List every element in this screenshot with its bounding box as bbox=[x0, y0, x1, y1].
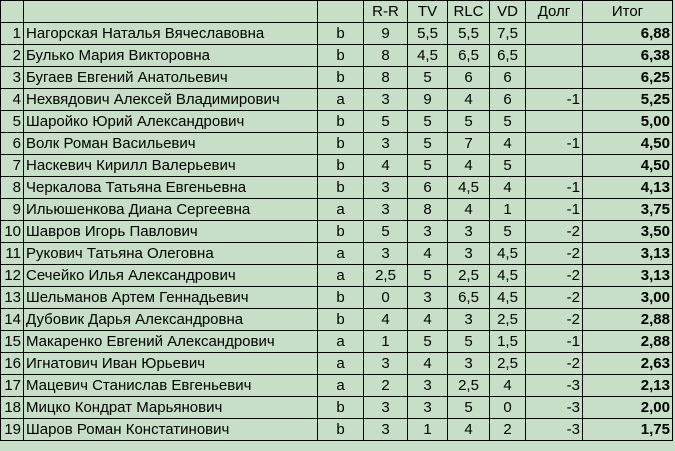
group-cell[interactable]: b bbox=[318, 133, 364, 155]
debt-cell[interactable] bbox=[526, 23, 583, 45]
rlc-score-cell[interactable]: 5 bbox=[448, 397, 490, 419]
group-cell[interactable]: b bbox=[318, 45, 364, 67]
student-name-cell[interactable]: Сечейко Илья Александрович bbox=[24, 265, 318, 287]
student-name-cell[interactable]: Ильюшенкова Диана Сергеевна bbox=[24, 199, 318, 221]
row-number-cell[interactable]: 2 bbox=[1, 45, 24, 67]
rlc-score-cell[interactable]: 7 bbox=[448, 133, 490, 155]
row-number-cell[interactable]: 10 bbox=[1, 221, 24, 243]
table-row bbox=[1, 111, 673, 133]
rr-score-cell[interactable]: 3 bbox=[364, 89, 408, 111]
student-name-cell[interactable]: Игнатович Иван Юрьевич bbox=[24, 353, 318, 375]
rlc-score-cell[interactable]: 3 bbox=[448, 221, 490, 243]
student-name-cell[interactable]: Шавров Игорь Павлович bbox=[24, 221, 318, 243]
vd-score-cell[interactable]: 4 bbox=[490, 177, 526, 199]
tv-score-cell[interactable]: 5 bbox=[408, 67, 448, 89]
total-cell[interactable]: 2,88 bbox=[583, 331, 673, 353]
row-number-cell[interactable]: 3 bbox=[1, 67, 24, 89]
row-number-cell[interactable]: 15 bbox=[1, 331, 24, 353]
vd-score-cell[interactable]: 0 bbox=[490, 397, 526, 419]
rr-score-cell[interactable]: 1 bbox=[364, 331, 408, 353]
rlc-score-cell[interactable]: 5 bbox=[448, 111, 490, 133]
vd-score-cell[interactable]: 2 bbox=[490, 419, 526, 441]
total-cell[interactable]: 4,13 bbox=[583, 177, 673, 199]
tv-score-cell[interactable]: 9 bbox=[408, 89, 448, 111]
debt-cell[interactable]: -2 bbox=[526, 309, 583, 331]
group-cell[interactable]: b bbox=[318, 111, 364, 133]
total-cell[interactable]: 2,88 bbox=[583, 309, 673, 331]
group-cell[interactable]: b bbox=[318, 221, 364, 243]
vd-score-cell[interactable]: 4,5 bbox=[490, 265, 526, 287]
debt-cell[interactable]: -1 bbox=[526, 133, 583, 155]
table-row bbox=[1, 177, 673, 199]
rr-score-cell[interactable]: 4 bbox=[364, 155, 408, 177]
vd-score-cell[interactable]: 5 bbox=[490, 111, 526, 133]
table-row bbox=[1, 221, 673, 243]
header-num[interactable] bbox=[1, 1, 24, 23]
vd-score-cell[interactable]: 2,5 bbox=[490, 309, 526, 331]
rlc-score-cell[interactable]: 2,5 bbox=[448, 375, 490, 397]
row-number-cell[interactable]: 4 bbox=[1, 89, 24, 111]
debt-cell[interactable]: -2 bbox=[526, 221, 583, 243]
table-row bbox=[1, 375, 673, 397]
tv-score-cell[interactable]: 5 bbox=[408, 133, 448, 155]
tv-score-cell[interactable]: 4 bbox=[408, 309, 448, 331]
total-cell[interactable]: 2,63 bbox=[583, 353, 673, 375]
vd-score-cell[interactable]: 5 bbox=[490, 221, 526, 243]
rlc-score-cell[interactable]: 2,5 bbox=[448, 265, 490, 287]
group-cell[interactable]: b bbox=[318, 177, 364, 199]
header-row bbox=[1, 1, 673, 23]
tv-score-cell[interactable]: 3 bbox=[408, 375, 448, 397]
total-cell[interactable]: 5,25 bbox=[583, 89, 673, 111]
rr-score-cell[interactable]: 9 bbox=[364, 23, 408, 45]
group-cell[interactable]: a bbox=[318, 375, 364, 397]
debt-cell[interactable]: -3 bbox=[526, 419, 583, 441]
vd-score-cell[interactable]: 6 bbox=[490, 67, 526, 89]
vd-score-cell[interactable]: 4,5 bbox=[490, 287, 526, 309]
rlc-score-cell[interactable]: 5 bbox=[448, 331, 490, 353]
table-row bbox=[1, 45, 673, 67]
student-name-cell[interactable]: Нагорская Наталья Вячеславовна bbox=[24, 23, 318, 45]
rlc-score-cell[interactable]: 4 bbox=[448, 419, 490, 441]
rlc-score-cell[interactable]: 3 bbox=[448, 353, 490, 375]
row-number-cell[interactable]: 18 bbox=[1, 397, 24, 419]
vd-score-cell[interactable]: 4 bbox=[490, 375, 526, 397]
header-debt[interactable]: Долг bbox=[526, 1, 583, 23]
debt-cell[interactable]: -2 bbox=[526, 243, 583, 265]
table-row bbox=[1, 331, 673, 353]
student-name-cell[interactable]: Бугаев Евгений Анатольевич bbox=[24, 67, 318, 89]
tv-score-cell[interactable]: 5 bbox=[408, 111, 448, 133]
table-row bbox=[1, 23, 673, 45]
debt-cell[interactable]: -3 bbox=[526, 397, 583, 419]
debt-cell[interactable] bbox=[526, 67, 583, 89]
header-group[interactable] bbox=[318, 1, 364, 23]
vd-score-cell[interactable]: 7,5 bbox=[490, 23, 526, 45]
rr-score-cell[interactable]: 2,5 bbox=[364, 265, 408, 287]
total-cell[interactable]: 4,50 bbox=[583, 155, 673, 177]
group-cell[interactable]: b bbox=[318, 397, 364, 419]
debt-cell[interactable]: -2 bbox=[526, 265, 583, 287]
tv-score-cell[interactable]: 3 bbox=[408, 397, 448, 419]
row-number-cell[interactable]: 19 bbox=[1, 419, 24, 441]
debt-cell[interactable] bbox=[526, 155, 583, 177]
row-number-cell[interactable]: 5 bbox=[1, 111, 24, 133]
row-number-cell[interactable]: 11 bbox=[1, 243, 24, 265]
vd-score-cell[interactable]: 2,5 bbox=[490, 353, 526, 375]
row-number-cell[interactable]: 9 bbox=[1, 199, 24, 221]
table-row bbox=[1, 89, 673, 111]
group-cell[interactable]: b bbox=[318, 23, 364, 45]
group-cell[interactable]: a bbox=[318, 353, 364, 375]
rlc-score-cell[interactable]: 4 bbox=[448, 155, 490, 177]
group-cell[interactable]: a bbox=[318, 199, 364, 221]
group-cell[interactable]: a bbox=[318, 243, 364, 265]
student-name-cell[interactable]: Макаренко Евгений Александрович bbox=[24, 331, 318, 353]
header-tv[interactable]: TV bbox=[408, 1, 448, 23]
tv-score-cell[interactable]: 3 bbox=[408, 221, 448, 243]
student-name-cell[interactable]: Волк Роман Васильевич bbox=[24, 133, 318, 155]
student-name-cell[interactable]: Рукович Татьяна Олеговна bbox=[24, 243, 318, 265]
rr-score-cell[interactable]: 3 bbox=[364, 353, 408, 375]
rlc-score-cell[interactable]: 4 bbox=[448, 199, 490, 221]
tv-score-cell[interactable]: 6 bbox=[408, 177, 448, 199]
vd-score-cell[interactable]: 1 bbox=[490, 199, 526, 221]
rr-score-cell[interactable]: 5 bbox=[364, 221, 408, 243]
table-row bbox=[1, 287, 673, 309]
debt-cell[interactable]: -2 bbox=[526, 287, 583, 309]
vd-score-cell[interactable]: 6 bbox=[490, 89, 526, 111]
debt-cell[interactable]: -1 bbox=[526, 199, 583, 221]
total-cell[interactable]: 6,25 bbox=[583, 67, 673, 89]
debt-cell[interactable]: -2 bbox=[526, 353, 583, 375]
debt-cell[interactable]: -1 bbox=[526, 331, 583, 353]
row-number-cell[interactable]: 6 bbox=[1, 133, 24, 155]
row-number-cell[interactable]: 12 bbox=[1, 265, 24, 287]
header-total[interactable]: Итог bbox=[583, 1, 673, 23]
total-cell[interactable]: 3,50 bbox=[583, 221, 673, 243]
row-number-cell[interactable]: 13 bbox=[1, 287, 24, 309]
table-row bbox=[1, 67, 673, 89]
table-row bbox=[1, 243, 673, 265]
rr-score-cell[interactable]: 2 bbox=[364, 375, 408, 397]
student-name-cell[interactable]: Дубовик Дарья Александровна bbox=[24, 309, 318, 331]
vd-score-cell[interactable]: 6,5 bbox=[490, 45, 526, 67]
table-row bbox=[1, 397, 673, 419]
group-cell[interactable]: a bbox=[318, 89, 364, 111]
table-row bbox=[1, 155, 673, 177]
header-vd[interactable]: VD bbox=[490, 1, 526, 23]
table-body bbox=[1, 23, 673, 441]
rr-score-cell[interactable]: 4 bbox=[364, 309, 408, 331]
total-cell[interactable]: 2,13 bbox=[583, 375, 673, 397]
row-number-cell[interactable]: 16 bbox=[1, 353, 24, 375]
student-name-cell[interactable]: Булько Мария Викторовна bbox=[24, 45, 318, 67]
header-rlc[interactable]: RLC bbox=[448, 1, 490, 23]
student-name-cell[interactable]: Мицко Кондрат Марьянович bbox=[24, 397, 318, 419]
debt-cell[interactable]: -1 bbox=[526, 89, 583, 111]
rr-score-cell[interactable]: 8 bbox=[364, 45, 408, 67]
student-name-cell[interactable]: Шаройко Юрий Александрович bbox=[24, 111, 318, 133]
tv-score-cell[interactable]: 4 bbox=[408, 243, 448, 265]
rr-score-cell[interactable]: 8 bbox=[364, 67, 408, 89]
table-row bbox=[1, 353, 673, 375]
vd-score-cell[interactable]: 4 bbox=[490, 133, 526, 155]
table-row bbox=[1, 309, 673, 331]
group-cell[interactable]: a bbox=[318, 331, 364, 353]
vd-score-cell[interactable]: 1,5 bbox=[490, 331, 526, 353]
tv-score-cell[interactable]: 3 bbox=[408, 287, 448, 309]
student-name-cell[interactable]: Шельманов Артем Геннадьевич bbox=[24, 287, 318, 309]
table-row bbox=[1, 133, 673, 155]
rr-score-cell[interactable]: 3 bbox=[364, 133, 408, 155]
total-cell[interactable]: 1,75 bbox=[583, 419, 673, 441]
debt-cell[interactable]: -1 bbox=[526, 177, 583, 199]
header-name[interactable] bbox=[24, 1, 318, 23]
rr-score-cell[interactable]: 3 bbox=[364, 419, 408, 441]
tv-score-cell[interactable]: 5 bbox=[408, 265, 448, 287]
student-name-cell[interactable]: Черкалова Татьяна Евгеньевна bbox=[24, 177, 318, 199]
row-number-cell[interactable]: 14 bbox=[1, 309, 24, 331]
total-cell[interactable]: 6,88 bbox=[583, 23, 673, 45]
tv-score-cell[interactable]: 1 bbox=[408, 419, 448, 441]
rlc-score-cell[interactable]: 3 bbox=[448, 309, 490, 331]
group-cell[interactable]: b bbox=[318, 67, 364, 89]
tv-score-cell[interactable]: 4 bbox=[408, 353, 448, 375]
group-cell[interactable]: b bbox=[318, 309, 364, 331]
vd-score-cell[interactable]: 4,5 bbox=[490, 243, 526, 265]
vd-score-cell[interactable]: 5 bbox=[490, 155, 526, 177]
rr-score-cell[interactable]: 3 bbox=[364, 177, 408, 199]
debt-cell[interactable] bbox=[526, 111, 583, 133]
table-row bbox=[1, 199, 673, 221]
total-cell[interactable]: 3,75 bbox=[583, 199, 673, 221]
group-cell[interactable]: b bbox=[318, 287, 364, 309]
tv-score-cell[interactable]: 5,5 bbox=[408, 23, 448, 45]
rr-score-cell[interactable]: 3 bbox=[364, 199, 408, 221]
total-cell[interactable]: 3,13 bbox=[583, 243, 673, 265]
group-cell[interactable]: a bbox=[318, 265, 364, 287]
rlc-score-cell[interactable]: 3 bbox=[448, 243, 490, 265]
tv-score-cell[interactable]: 5 bbox=[408, 155, 448, 177]
rr-score-cell[interactable]: 3 bbox=[364, 397, 408, 419]
rr-score-cell[interactable]: 3 bbox=[364, 243, 408, 265]
rlc-score-cell[interactable]: 6,5 bbox=[448, 287, 490, 309]
row-number-cell[interactable]: 8 bbox=[1, 177, 24, 199]
table-row bbox=[1, 419, 673, 441]
total-cell[interactable]: 3,13 bbox=[583, 265, 673, 287]
student-name-cell[interactable]: Шаров Роман Констатинович bbox=[24, 419, 318, 441]
rlc-score-cell[interactable]: 4,5 bbox=[448, 177, 490, 199]
header-rr[interactable]: R-R bbox=[364, 1, 408, 23]
rlc-score-cell[interactable]: 6 bbox=[448, 67, 490, 89]
total-cell[interactable]: 2,00 bbox=[583, 397, 673, 419]
tv-score-cell[interactable]: 4,5 bbox=[408, 45, 448, 67]
row-number-cell[interactable]: 1 bbox=[1, 23, 24, 45]
group-cell[interactable]: b bbox=[318, 419, 364, 441]
row-number-cell[interactable]: 7 bbox=[1, 155, 24, 177]
tv-score-cell[interactable]: 8 bbox=[408, 199, 448, 221]
rr-score-cell[interactable]: 5 bbox=[364, 111, 408, 133]
rlc-score-cell[interactable]: 5,5 bbox=[448, 23, 490, 45]
total-cell[interactable]: 6,38 bbox=[583, 45, 673, 67]
rr-score-cell[interactable]: 0 bbox=[364, 287, 408, 309]
total-cell[interactable]: 5,00 bbox=[583, 111, 673, 133]
student-name-cell[interactable]: Наскевич Кирилл Валерьевич bbox=[24, 155, 318, 177]
student-name-cell[interactable]: Мацевич Станислав Евгеньевич bbox=[24, 375, 318, 397]
total-cell[interactable]: 3,00 bbox=[583, 287, 673, 309]
debt-cell[interactable] bbox=[526, 45, 583, 67]
group-cell[interactable]: b bbox=[318, 155, 364, 177]
student-name-cell[interactable]: Нехвядович Алексей Владимирович bbox=[24, 89, 318, 111]
total-cell[interactable]: 4,50 bbox=[583, 133, 673, 155]
debt-cell[interactable]: -3 bbox=[526, 375, 583, 397]
table-row bbox=[1, 265, 673, 287]
tv-score-cell[interactable]: 5 bbox=[408, 331, 448, 353]
rlc-score-cell[interactable]: 6,5 bbox=[448, 45, 490, 67]
rlc-score-cell[interactable]: 4 bbox=[448, 89, 490, 111]
row-number-cell[interactable]: 17 bbox=[1, 375, 24, 397]
